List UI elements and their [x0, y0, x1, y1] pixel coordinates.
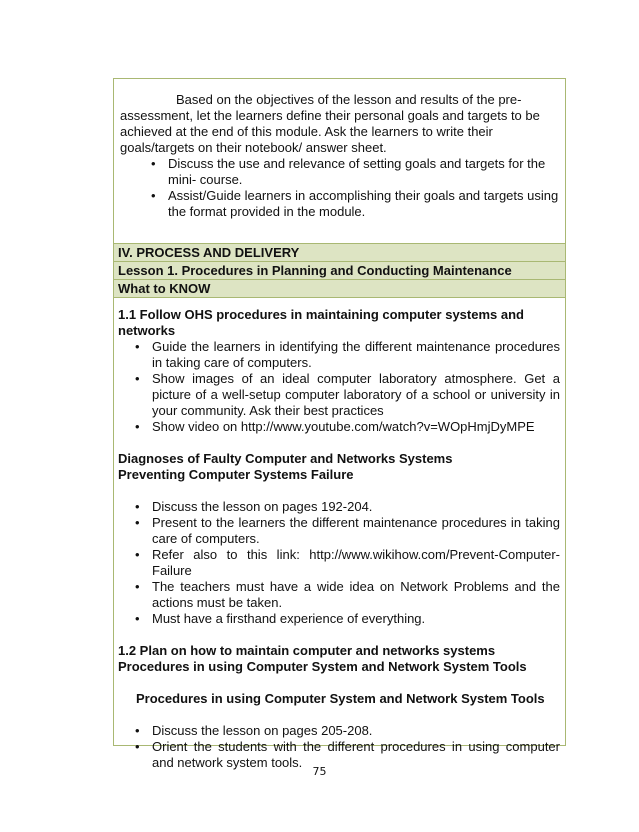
content-table [113, 78, 566, 770]
list-item: • Show images of an ideal computer laboratory atmosphere. Get a picture of a well-setup computer laboratory of a school or university in your community. Ask their best practices [132, 371, 560, 419]
part1-bullet-list [132, 339, 560, 435]
part2-bullet-list [132, 499, 560, 627]
what-to-know-heading: What to KNOW [114, 279, 565, 298]
lesson-body [118, 307, 560, 771]
intro-block [120, 92, 560, 220]
section-heading: IV. PROCESS AND DELIVERY [114, 243, 565, 262]
intro-bullet-list [148, 156, 560, 220]
list-item: • The teachers must have a wide idea on Network Problems and the actions must be taken. [132, 579, 560, 611]
intro-paragraph: Based on the objectives of the lesson and results of the pre-assessment, let the learners define their personal goals and targets to be achieved at the end of this module. Ask the learners to write their goals/targets on their notebook/ answer sheet. [120, 92, 540, 155]
part3-subheading: Procedures in using Computer System and Network System Tools [136, 691, 545, 706]
list-item: • Assist/Guide learners in accomplishing their goals and targets using the format provided in the module. [148, 188, 560, 220]
list-item: • Guide the learners in identifying the different maintenance procedures in taking care of computers. [132, 339, 560, 371]
list-item: • Present to the learners the different maintenance procedures in taking care of computers. [132, 515, 560, 547]
part1-heading: 1.1 Follow OHS procedures in maintaining computer systems and networks [118, 307, 524, 338]
part2-heading-2: Preventing Computer Systems Failure [118, 467, 354, 482]
list-item: • Must have a firsthand experience of everything. [132, 611, 560, 627]
list-item: • Refer also to this link: http://www.wikihow.com/Prevent-Computer-Failure [132, 547, 560, 579]
page-number: 75 [312, 765, 327, 778]
part2-heading-1: Diagnoses of Faulty Computer and Networks Systems [118, 451, 453, 466]
list-item: • Show video on http://www.youtube.com/watch?v=WOpHmjDyMPE [132, 419, 560, 435]
list-item: • Discuss the lesson on pages 205-208. [132, 723, 560, 739]
part3-bullet-list [132, 723, 560, 771]
part3-heading-1: 1.2 Plan on how to maintain computer and networks systems [118, 643, 496, 658]
list-item: • Orient the students with the different procedures in using computer and network system tools. [132, 739, 560, 771]
lesson-title: Lesson 1. Procedures in Planning and Conducting Maintenance [114, 261, 565, 280]
list-item: • Discuss the lesson on pages 192-204. [132, 499, 560, 515]
part3-heading-2: Procedures in using Computer System and Network System Tools [118, 659, 527, 674]
list-item: • Discuss the use and relevance of setting goals and targets for the mini- course. [148, 156, 560, 188]
